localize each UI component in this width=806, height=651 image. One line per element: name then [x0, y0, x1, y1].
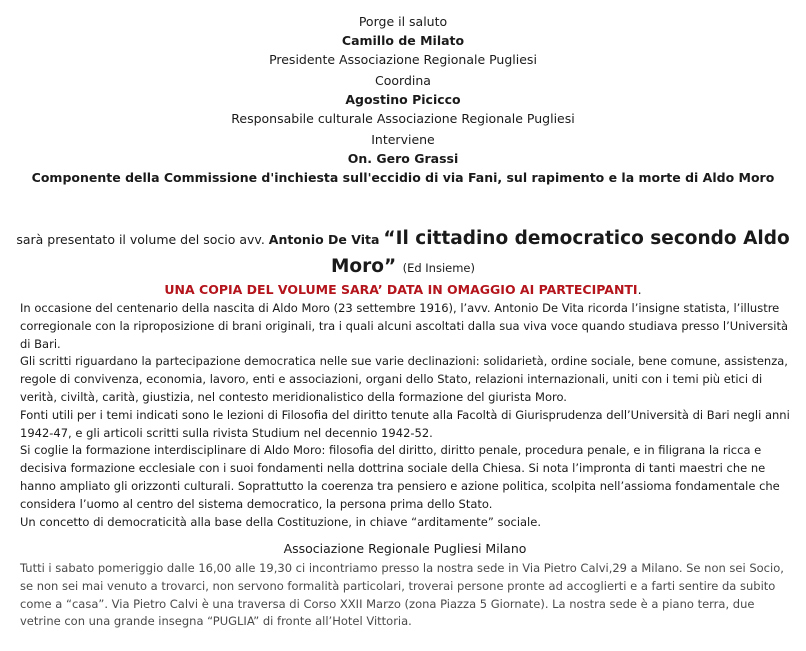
description-paragraph-1: In occasione del centenario della nascita di Aldo Moro (23 settembre 1916), l’avv. Antonio De Vita ricorda l’insigne statista, l’illustre corregionale con la riproposizione di brani originali, tra i quali alcuni ascoltati dalla sua viva voce quando studiava presso l’Università di Bari. [20, 301, 789, 351]
association-text: Tutti i sabato pomeriggio dalle 16,00 alle 19,30 ci incontriamo presso la nostra sede in Via Pietro Calvi,29 a Milano. Se non sei Socio, se non sei mai venuto a trovarci, non servono formalità particolari, troverai persone pronte ad accoglierti e a farti sentire da subito come a “casa”. Via Pietro Calvi è una traversa di Corso XXII Marzo (zona Piazza 5 Giornate). La nostra sede è a piano terra, due vetrine con una grande insegna “PUGLIA” di fronte all’Hotel Vittoria. [20, 561, 784, 629]
speaker-name: On. Gero Grassi [347, 151, 459, 166]
greeting-label: Porge il saluto [358, 14, 448, 29]
book-presentation [0, 225, 806, 299]
gift-notice-dot: . [637, 282, 642, 297]
association-block [20, 540, 790, 631]
speaker-role: Componente della Commissione d'inchiesta sull'eccidio di via Fani, sul rapimento e la morte di Aldo Moro [31, 170, 775, 185]
book-intro: sarà presentato il volume del socio avv. [16, 232, 265, 247]
greeting-name: Camillo de Milato [341, 33, 465, 48]
book-title-line2: Moro” [331, 256, 397, 277]
description-paragraph-3: Fonti utili per i temi indicati sono le lezioni di Filosofia del diritto tenute alla Facoltà di Giurisprudenza dell’Università di Bari negli anni 1942-47, e gli articoli scritti sulla rivista Studium nel decennio 1942-52. [20, 407, 790, 440]
book-intro-line [0, 225, 806, 254]
book-author: Antonio De Vita [268, 232, 380, 247]
gift-notice-line [0, 281, 806, 299]
description-paragraph-4: Si coglie la formazione interdisciplinare di Aldo Moro: filosofia del diritto, diritto penale, procedura penale, e in filigrana la ricca e decisiva formazione ecclesiale con i suoi fondamenti nella dottrina sociale della Chiesa. Si nota l’impronta di tanti maestri che ne hanno ampliato gli orizzonti culturali. Soprattutto la coerenza tra pensiero e azione politica, scolpita nell’assioma fondamentale che considera l’uomo al centro del sistema democratico, la persona prima dello Stato. [20, 443, 780, 511]
speaker-label: Interviene [371, 132, 435, 147]
coordinator-role: Responsabile culturale Associazione Regionale Pugliesi [231, 111, 575, 126]
greeting-role: Presidente Associazione Regionale Pugliesi [269, 52, 537, 67]
description-paragraph-5: Un concetto di democraticità alla base della Costituzione, in chiave “arditamente” sociale. [20, 514, 541, 529]
description-text [20, 300, 790, 531]
association-title: Associazione Regionale Pugliesi Milano [283, 541, 527, 556]
description-paragraph-2: Gli scritti riguardano la partecipazione democratica nelle sue varie declinazioni: solidarietà, ordine sociale, bene comune, assistenza, regole di convivenza, economia, lavoro, enti e associazioni, organi dello Stato, relazioni internazionali, uniti con i temi più etici di verità, civiltà, carità, giustizia, nel contesto meridionalistico della formazione del giurista Moro. [20, 354, 788, 404]
book-title-line1: “Il cittadino democratico secondo Aldo [383, 228, 790, 249]
gift-notice: UNA COPIA DEL VOLUME SARA’ DATA IN OMAGGIO AI PARTECIPANTI [164, 282, 638, 297]
coordinator-label: Coordina [375, 73, 431, 88]
coordinator-name: Agostino Picicco [345, 92, 461, 107]
book-title-row2 [0, 254, 806, 281]
book-publisher: (Ed Insieme) [402, 261, 475, 275]
credits-block [0, 12, 806, 187]
